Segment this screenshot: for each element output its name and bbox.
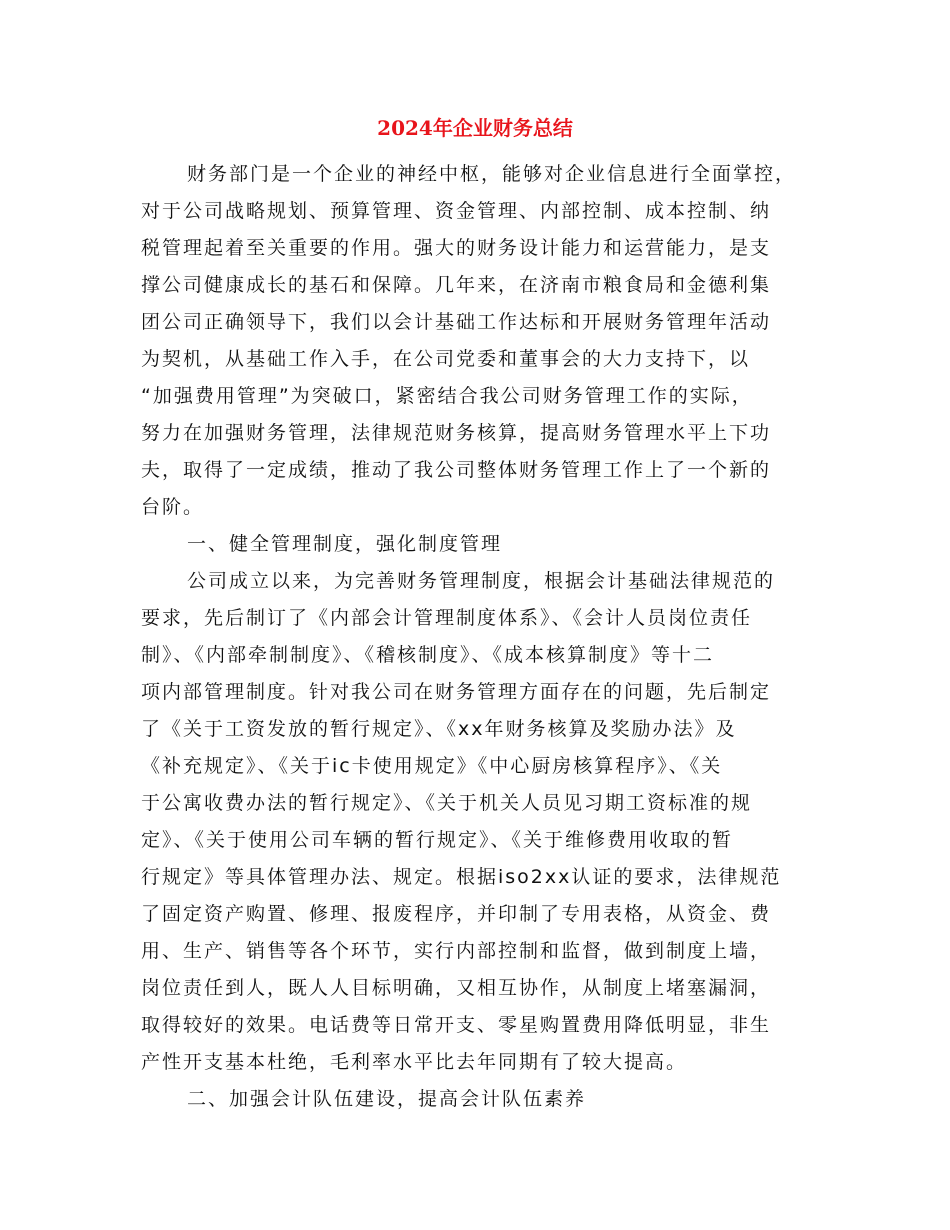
paragraph-line: “加强费用管理”为突破口，紧密结合我公司财务管理工作的实际， (141, 385, 753, 407)
paragraph-line: 税管理起着至关重要的作用。强大的财务设计能力和运营能力，是支 (141, 237, 772, 259)
paragraph-line: 努力在加强财务管理，法律规范财务核算，提高财务管理水平上下功 (141, 422, 772, 444)
paragraph-line: 夫，取得了一定成绩，推动了我公司整体财务管理工作上了一个新的 (141, 459, 772, 481)
paragraph-line: 取得较好的效果。电话费等日常开支、零星购置费用降低明显，非生 (141, 1014, 772, 1036)
paragraph-line: 行规定》等具体管理办法、规定。根据iso2xx认证的要求，法律规范 (141, 866, 782, 888)
paragraph-line: 要求，先后制订了《内部会计管理制度体系》、《会计人员岗位责任 (141, 607, 753, 629)
paragraph-line: 定》、《关于使用公司车辆的暂行规定》、《关于维修费用收取的暂 (141, 829, 734, 851)
paragraph-line: 台阶。 (141, 496, 205, 518)
section-heading: 一、健全管理制度，强化制度管理 (187, 533, 503, 555)
paragraph-line: 团公司正确领导下，我们以会计基础工作达标和开展财务管理年活动 (141, 311, 772, 333)
paragraph-line: 对于公司战略规划、预算管理、资金管理、内部控制、成本控制、纳 (141, 200, 772, 222)
section-heading: 二、加强会计队伍建设，提高会计队伍素养 (187, 1088, 587, 1110)
paragraph-line: 为契机，从基础工作入手，在公司党委和董事会的大力支持下，以 (141, 348, 751, 370)
paragraph-line: 用、生产、销售等各个环节，实行内部控制和监督，做到制度上墙， (141, 940, 772, 962)
paragraph-line: 《补充规定》、《关于ic卡使用规定》《中心厨房核算程序》、《关 (141, 755, 723, 777)
paragraph-line: 撑公司健康成长的基石和保障。几年来，在济南市粮食局和金德利集 (141, 274, 772, 296)
paragraph-line: 项内部管理制度。针对我公司在财务管理方面存在的问题，先后制定 (141, 681, 772, 703)
document-body (141, 156, 806, 1118)
paragraph-line: 岗位责任到人，既人人目标明确，又相互协作，从制度上堵塞漏洞， (141, 977, 772, 999)
document-title: 2024年企业财务总结 (377, 116, 573, 140)
paragraph-line: 公司成立以来，为完善财务管理制度，根据会计基础法律规范的 (187, 570, 776, 592)
paragraph-line: 财务部门是一个企业的神经中枢，能够对企业信息进行全面掌控， (187, 163, 797, 185)
paragraph-line: 产性开支基本杜绝，毛利率水平比去年同期有了较大提高。 (141, 1051, 688, 1073)
paragraph-line: 了固定资产购置、修理、报废程序，并印制了专用表格，从资金、费 (141, 903, 772, 925)
paragraph-line: 了《关于工资发放的暂行规定》、《xx年财务核算及奖励办法》及 (141, 718, 737, 740)
paragraph-line: 制》、《内部牵制制度》、《稽核制度》、《成本核算制度》等十二 (141, 644, 715, 666)
paragraph-line: 于公寓收费办法的暂行规定》、《关于机关人员见习期工资标准的规 (141, 792, 753, 814)
